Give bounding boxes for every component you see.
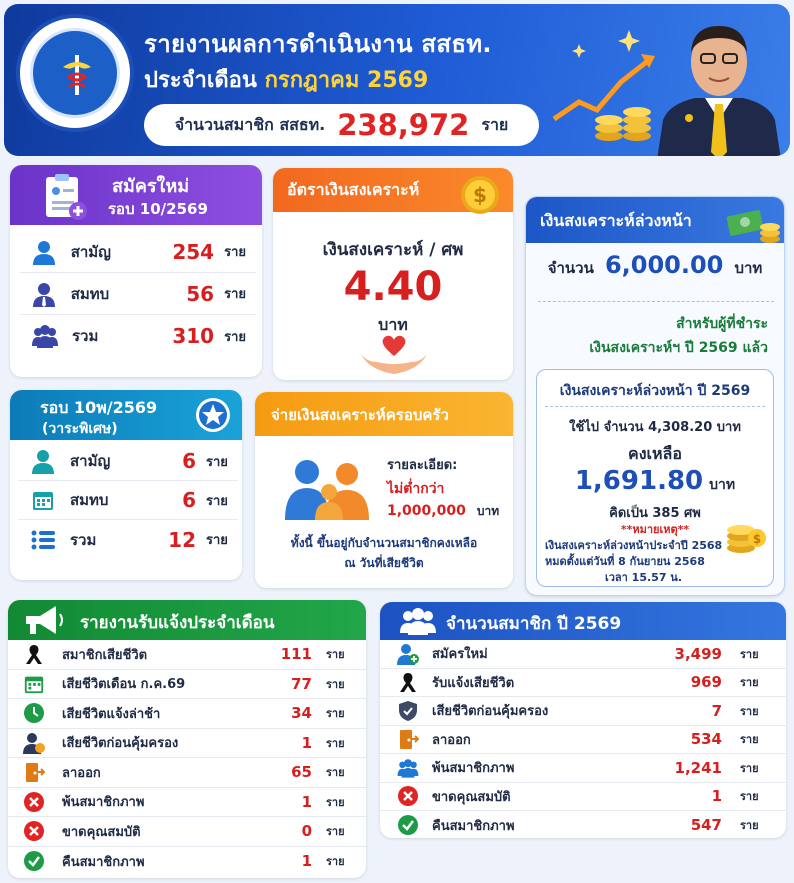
check-circle-icon — [22, 850, 46, 872]
monthly-report-title: รายงานรับแจ้งประจำเดือน — [8, 600, 366, 640]
total-member-unit: ราย — [481, 114, 509, 134]
money-coins-icon — [726, 203, 782, 245]
monthly-report-card — [8, 600, 366, 878]
remark-title: **หมายเหตุ** — [620, 523, 690, 536]
total-member-label: จำนวนสมาชิก สสธท. — [174, 114, 326, 134]
group-icon — [396, 757, 420, 779]
members-year-title: จำนวนสมาชิก ปี 2569 — [380, 602, 786, 640]
family-note-line1: ทั้งนี้ ขึ้นอยู่กับจำนวนสมาชิกคงเหลือ — [290, 536, 478, 550]
page-title: รายงานผลการดำเนินงาน สสธท. — [144, 30, 492, 58]
group-icon — [398, 607, 438, 635]
new-members-row: สมทบ 56 ราย — [20, 273, 256, 315]
advance-note-line1: สำหรับผู้ที่ชำระ — [676, 316, 768, 332]
advance-amount: จำนวน 6,000.00 บาท — [547, 251, 763, 279]
family-icon — [283, 458, 373, 520]
clock-icon — [22, 702, 46, 724]
calendar-icon — [28, 487, 58, 513]
new-members-title: สมัครใหม่ — [112, 176, 190, 197]
person-tie-icon — [30, 281, 59, 307]
svg-text:$: $ — [473, 183, 487, 207]
benefit-rate-subtitle: เงินสงเคราะห์ / ศพ — [322, 240, 464, 260]
advance-remain-label: คงเหลือ — [628, 444, 682, 463]
page-subtitle: ประจำเดือน กรกฎาคม 2569 — [144, 68, 429, 93]
members-year-row: ลาออก 534 ราย — [380, 726, 786, 755]
x-circle-icon — [22, 820, 46, 842]
report-row: เสียชีวิตเดือน ก.ค.69 77 ราย — [8, 670, 366, 700]
special-round-title: รอบ 10พ/2569 — [40, 398, 158, 417]
report-row: ลาออก 65 ราย — [8, 758, 366, 788]
heart-hands-icon — [359, 334, 429, 380]
report-row: สมาชิกเสียชีวิต 111 ราย — [8, 640, 366, 670]
x-circle-icon — [396, 785, 420, 807]
divider — [538, 301, 774, 302]
check-circle-icon — [396, 814, 420, 836]
x-circle-icon — [22, 791, 46, 813]
person-alert-icon — [22, 732, 46, 754]
clipboard-add-icon — [40, 173, 90, 223]
new-members-round: รอบ 10/2569 — [108, 200, 208, 218]
new-members-header — [10, 165, 262, 225]
new-members-row: สามัญ 254 ราย — [20, 231, 256, 273]
remark-line2: หมดตั้งแต่วันที่ 8 กันยายน 2568 — [545, 555, 705, 568]
family-min-label: ไม่ต่ำกว่า — [387, 481, 445, 497]
person-icon — [28, 448, 58, 474]
special-round-subtitle: (วาระพิเศษ) — [42, 421, 118, 437]
report-row: ขาดคุณสมบัติ 0 ราย — [8, 817, 366, 847]
advance-payment-card — [525, 196, 785, 596]
divider — [545, 406, 765, 407]
members-year-row: พ้นสมาชิกภาพ 1,241 ราย — [380, 754, 786, 783]
report-row: พ้นสมาชิกภาพ 1 ราย — [8, 788, 366, 818]
special-round-row: รวม 12 ราย — [18, 520, 238, 559]
advance-equivalent: คิดเป็น 385 ศพ — [609, 506, 701, 521]
association-logo — [16, 14, 134, 132]
family-min-amount: 1,000,000 บาท — [387, 503, 500, 519]
family-payment-title: จ่ายเงินสงเคราะห์ครอบครัว — [255, 392, 513, 436]
new-members-row: รวม 310 ราย — [20, 315, 256, 357]
megaphone-icon — [22, 604, 66, 638]
advance-used: ใช้ไป จำนวน 4,308.20 บาท — [569, 420, 741, 435]
members-year-row: รับแจ้งเสียชีวิต 969 ราย — [380, 669, 786, 698]
benefit-rate-value: 4.40 — [343, 264, 443, 310]
special-round-card — [10, 390, 242, 580]
coin-stack-icon — [723, 506, 767, 554]
report-month: กรกฎาคม 2569 — [264, 68, 429, 93]
report-row: เสียชีวิตแจ้งล่าช้า 34 ราย — [8, 699, 366, 729]
president-portrait — [649, 12, 789, 156]
total-member-count: 238,972 — [337, 108, 470, 142]
add-person-icon — [396, 643, 420, 665]
members-year-card — [380, 602, 786, 838]
list-icon — [28, 527, 58, 553]
family-note-line2: ณ วันที่เสียชีวิต — [344, 556, 424, 570]
report-row: คืนสมาชิกภาพ 1 ราย — [8, 847, 366, 877]
shield-icon — [396, 700, 420, 722]
calendar-icon — [22, 673, 46, 695]
svg-text:$: $ — [752, 532, 762, 546]
caduceus-icon — [53, 51, 101, 99]
advance-note-line2: เงินสงเคราะห์ฯ ปี 2569 แล้ว — [589, 340, 768, 356]
members-year-row: เสียชีวิตก่อนคุ้มครอง 7 ราย — [380, 697, 786, 726]
special-round-header — [10, 390, 242, 440]
person-icon — [30, 239, 59, 265]
exit-door-icon — [396, 728, 420, 750]
remark-line3: เวลา 15.57 น. — [605, 571, 683, 584]
advance-box-title: เงินสงเคราะห์ล่วงหน้า ปี 2569 — [559, 383, 751, 399]
new-members-card — [10, 165, 262, 377]
family-detail-label: รายละเอียด: — [387, 458, 458, 473]
benefit-rate-title: อัตราเงินสงเคราะห์ — [273, 168, 513, 212]
members-year-row: สมัครใหม่ 3,499 ราย — [380, 640, 786, 669]
star-icon — [194, 396, 232, 434]
advance-payment-title: เงินสงเคราะห์ล่วงหน้า — [526, 197, 784, 243]
special-round-row: สามัญ 6 ราย — [18, 442, 238, 481]
exit-door-icon — [22, 761, 46, 783]
coin-icon — [459, 174, 501, 216]
benefit-rate-card — [273, 168, 513, 380]
special-round-row: สมทบ 6 ราย — [18, 481, 238, 520]
ribbon-icon — [22, 643, 46, 665]
family-payment-card — [255, 392, 513, 588]
total-member-pill — [144, 104, 539, 146]
members-year-row: คืนสมาชิกภาพ 547 ราย — [380, 811, 786, 838]
ribbon-icon — [396, 671, 420, 693]
group-icon — [30, 323, 60, 349]
advance-remain: 1,691.80 บาท — [574, 466, 736, 496]
benefit-rate-unit: บาท — [378, 315, 408, 334]
advance-balance-box — [536, 369, 774, 587]
members-year-row: ขาดคุณสมบัติ 1 ราย — [380, 783, 786, 812]
report-header — [4, 4, 790, 156]
report-row: เสียชีวิตก่อนคุ้มครอง 1 ราย — [8, 729, 366, 759]
remark-line1: เงินสงเคราะห์ล่วงหน้าประจำปี 2568 — [545, 539, 723, 552]
growth-chart-icon — [549, 24, 659, 149]
